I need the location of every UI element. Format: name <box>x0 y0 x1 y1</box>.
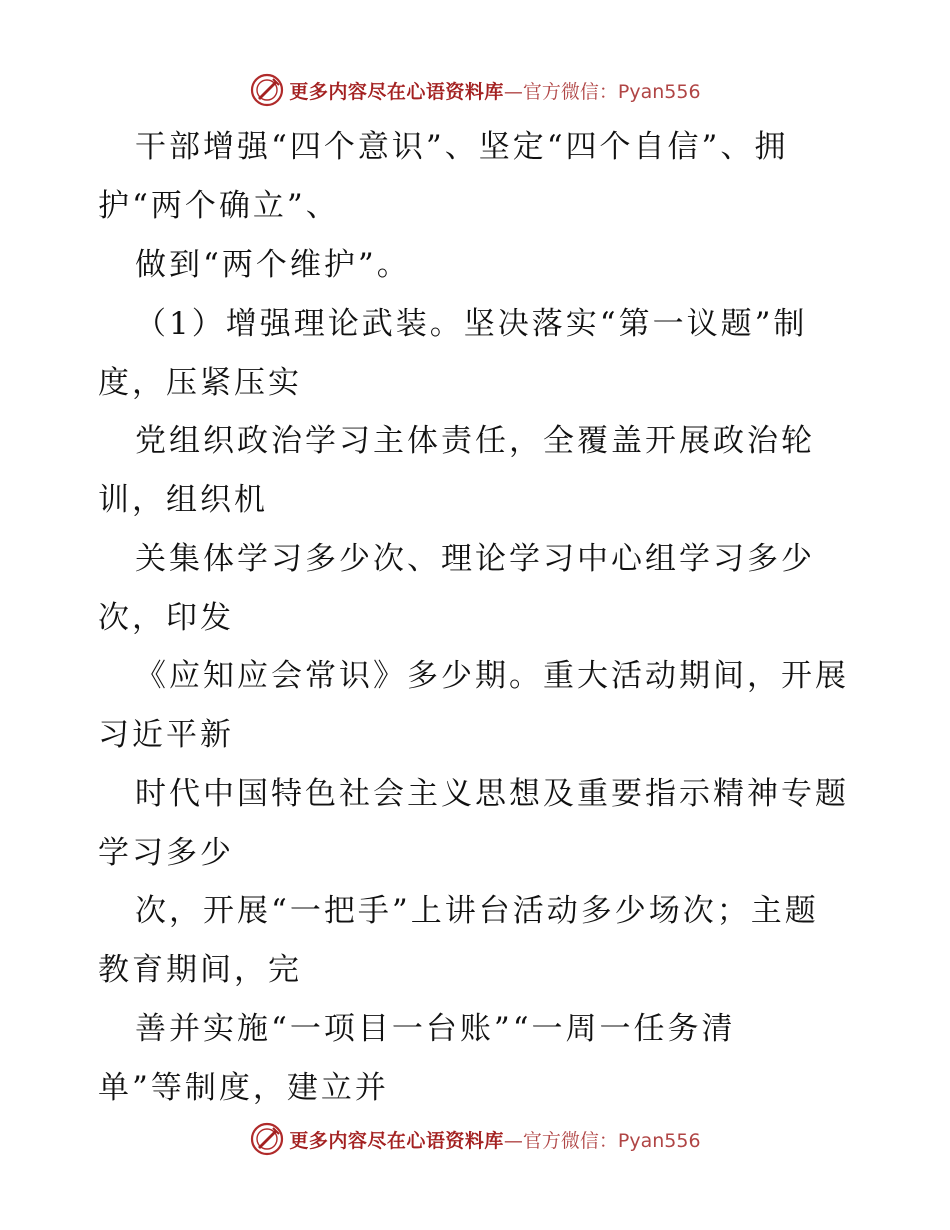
footer-watermark <box>0 1121 950 1157</box>
watermark-sub-text: —官方微信：Pyan556 <box>503 1129 701 1152</box>
body-line: 度，压紧压实 <box>98 365 302 401</box>
red-seal-logo-icon <box>249 72 285 108</box>
header-watermark <box>0 72 950 108</box>
watermark-main-text: 更多内容尽在心语资料库 <box>289 80 504 103</box>
body-line: 《应知应会常识》多少期。重大活动期间，开展 <box>135 658 849 694</box>
body-line: 干部增强“四个意识”、坚定“四个自信”、拥 <box>135 129 789 165</box>
body-line: （1）增强理论武装。坚决落实“第一议题”制 <box>135 306 808 342</box>
body-line: 护“两个确立”、 <box>98 188 340 224</box>
body-line: 次，印发 <box>98 600 234 636</box>
body-line: 教育期间，完 <box>98 952 302 988</box>
body-line: 关集体学习多少次、理论学习中心组学习多少 <box>135 541 815 577</box>
body-line: 党组织政治学习主体责任，全覆盖开展政治轮 <box>135 423 815 459</box>
body-line: 次，开展“一把手”上讲台活动多少场次；主题 <box>135 893 819 929</box>
body-line: 习近平新 <box>98 717 234 753</box>
body-line: 单”等制度，建立并 <box>98 1070 389 1106</box>
body-line: 训，组织机 <box>98 482 268 518</box>
body-line: 时代中国特色社会主义思想及重要指示精神专题 <box>135 776 849 812</box>
red-seal-logo-icon <box>249 1121 285 1157</box>
body-line: 善并实施“一项目一台账”“一周一任务清 <box>135 1011 736 1047</box>
body-line: 学习多少 <box>98 835 234 871</box>
body-line: 做到“两个维护”。 <box>135 247 411 283</box>
watermark-sub-text: —官方微信：Pyan556 <box>503 80 701 103</box>
watermark-main-text: 更多内容尽在心语资料库 <box>289 1129 504 1152</box>
